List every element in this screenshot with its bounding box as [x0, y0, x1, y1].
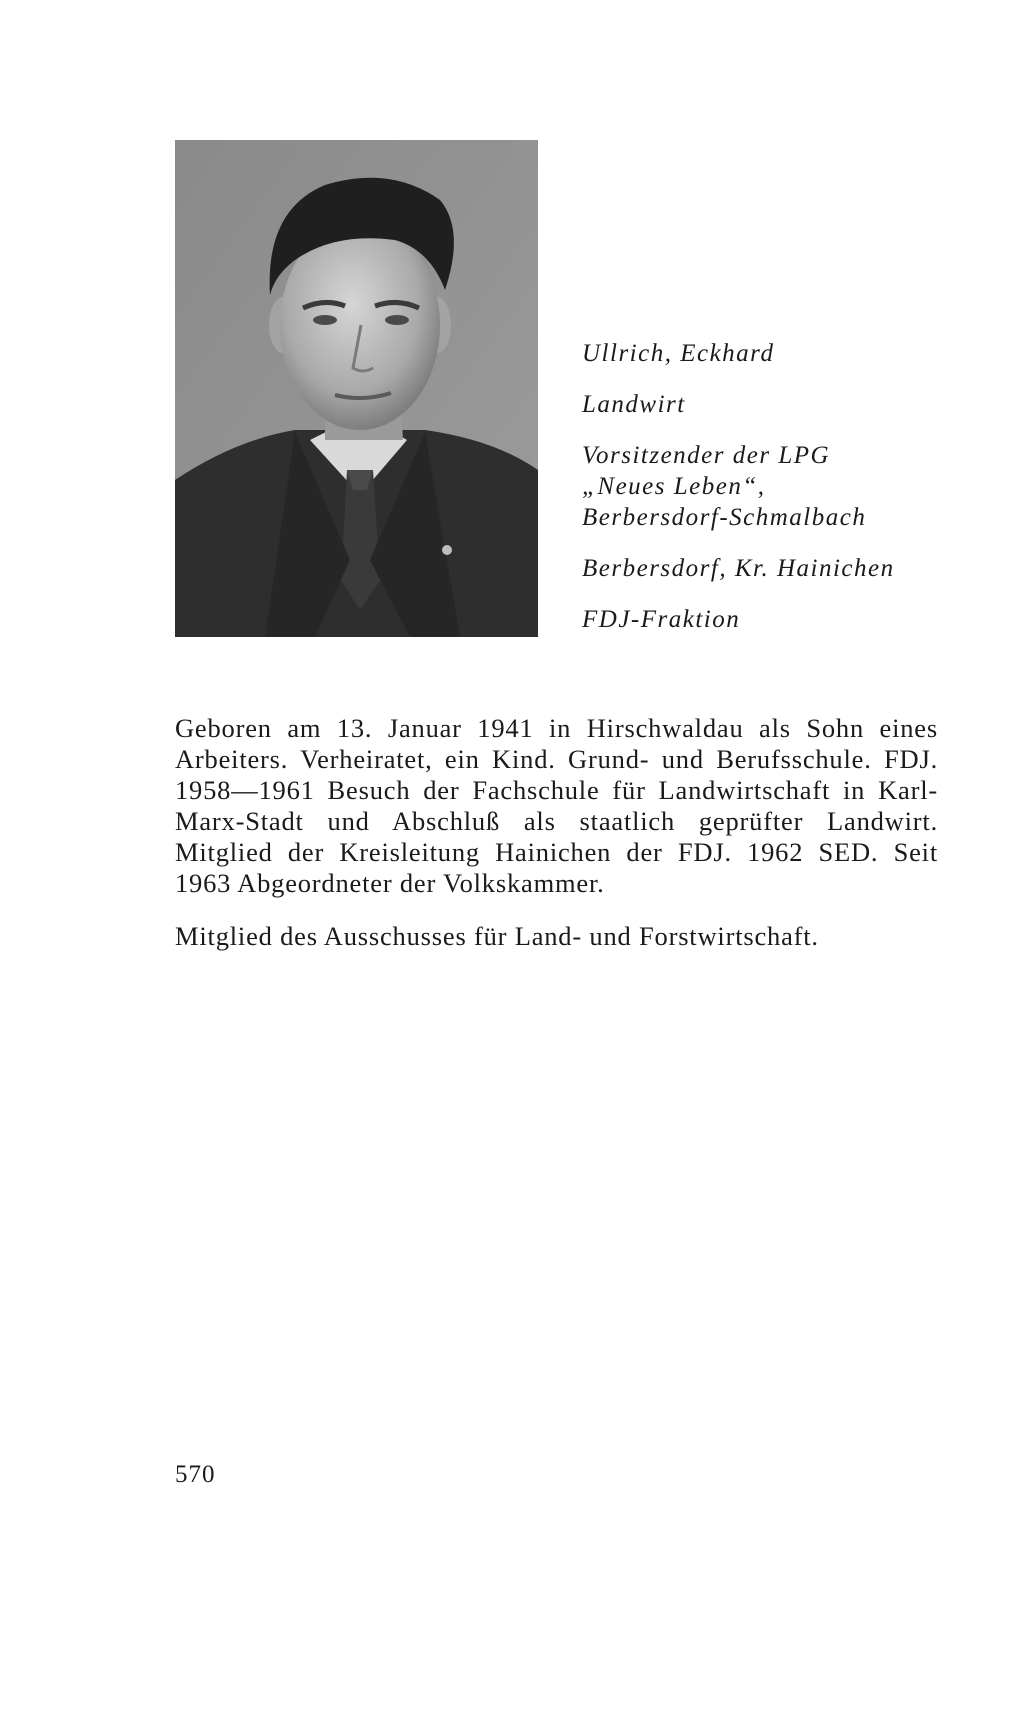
portrait-image	[175, 140, 538, 637]
biography	[175, 713, 938, 952]
page-number: 570	[175, 1461, 216, 1488]
faction: FDJ-Fraktion	[582, 606, 741, 633]
occupation: Landwirt	[582, 391, 686, 418]
person-name: Ullrich, Eckhard	[582, 340, 775, 367]
position-line: Berbersdorf-Schmalbach	[582, 504, 867, 531]
residence: Berbersdorf, Kr. Hainichen	[582, 555, 895, 582]
biography-paragraph: Geboren am 13. Januar 1941 in Hirschwaldau als Sohn eines Arbeiters. Verheiratet, ein Kind. Grund- und Berufsschule. FDJ. 1958—1961 Besuch der Fachschule für Landwirtschaft in Karl-Marx-Stadt und Abschluß als staatlich geprüfter Landwirt. Mitglied der Kreisleitung Hainichen der FDJ. 1962 SED. Seit 1963 Abgeordneter der Volkskammer.	[175, 713, 938, 898]
position	[582, 440, 1002, 533]
position-line: „Neues Leben“,	[582, 473, 766, 500]
profile-details	[582, 338, 1002, 655]
position-line: Vorsitzender der LPG	[582, 442, 831, 469]
portrait-photo	[175, 140, 538, 637]
biography-paragraph: Mitglied des Ausschusses für Land- und Forstwirtschaft.	[175, 921, 819, 951]
